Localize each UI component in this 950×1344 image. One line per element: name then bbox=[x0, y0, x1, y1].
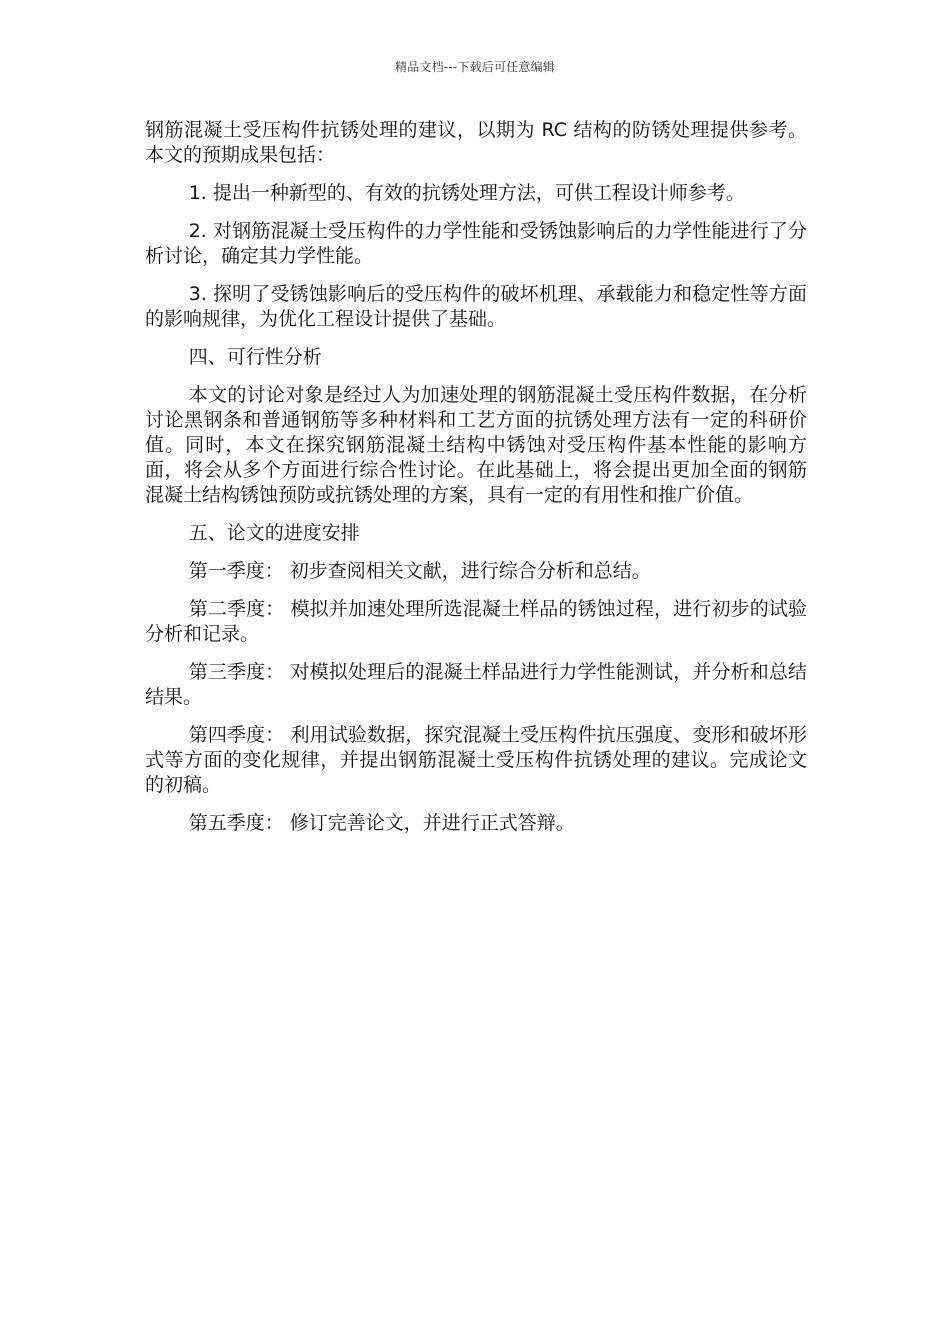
expected-result-3: 3. 探明了受锈蚀影响后的受压构件的破坏机理、承载能力和稳定性等方面的影响规律，为优化工程设计提供了基础。 bbox=[145, 283, 807, 330]
page-header: 精品文档---下载后可任意编辑 bbox=[395, 60, 555, 74]
expected-result-2: 2. 对钢筋混凝土受压构件的力学性能和受锈蚀影响后的力学性能进行了分析讨论，确定其力学性能。 bbox=[145, 220, 807, 267]
document-body bbox=[145, 118, 807, 836]
schedule-item-q1: 第一季度： 初步查阅相关文献，进行综合分析和总结。 bbox=[188, 560, 651, 582]
intro-paragraph: 钢筋混凝土受压构件抗锈处理的建议，以期为 RC 结构的防锈处理提供参考。本文的预期成果包括： bbox=[145, 119, 807, 166]
section-heading-feasibility: 四、可行性分析 bbox=[188, 346, 322, 368]
schedule-item-q5: 第五季度： 修订完善论文，并进行正式答辩。 bbox=[188, 812, 575, 834]
feasibility-paragraph: 本文的讨论对象是经过人为加速处理的钢筋混凝土受压构件数据，在分析讨论黑钢条和普通钢筋等多种材料和工艺方面的抗锈处理方法有一定的科研价值。同时，本文在探究钢筋混凝土结构中锈蚀对受压构件基本性能的影响方面，将会从多个方面进行综合性讨论。在此基础上，将会提出更加全面的钢筋混凝土结构锈蚀预防或抗锈处理的方案，具有一定的有用性和推广价值。 bbox=[145, 384, 807, 506]
section-heading-schedule: 五、论文的进度安排 bbox=[188, 522, 360, 544]
schedule-item-q4: 第四季度： 利用试验数据，探究混凝土受压构件抗压强度、变形和破坏形式等方面的变化规律，并提出钢筋混凝土受压构件抗锈处理的建议。完成论文的初稿。 bbox=[145, 724, 807, 796]
schedule-item-q3: 第三季度： 对模拟处理后的混凝土样品进行力学性能测试，并分析和总结结果。 bbox=[145, 661, 807, 708]
schedule-item-q2: 第二季度： 模拟并加速处理所选混凝土样品的锈蚀过程，进行初步的试验分析和记录。 bbox=[145, 598, 807, 645]
expected-result-1: 1. 提出一种新型的、有效的抗锈处理方法，可供工程设计师参考。 bbox=[188, 182, 745, 204]
